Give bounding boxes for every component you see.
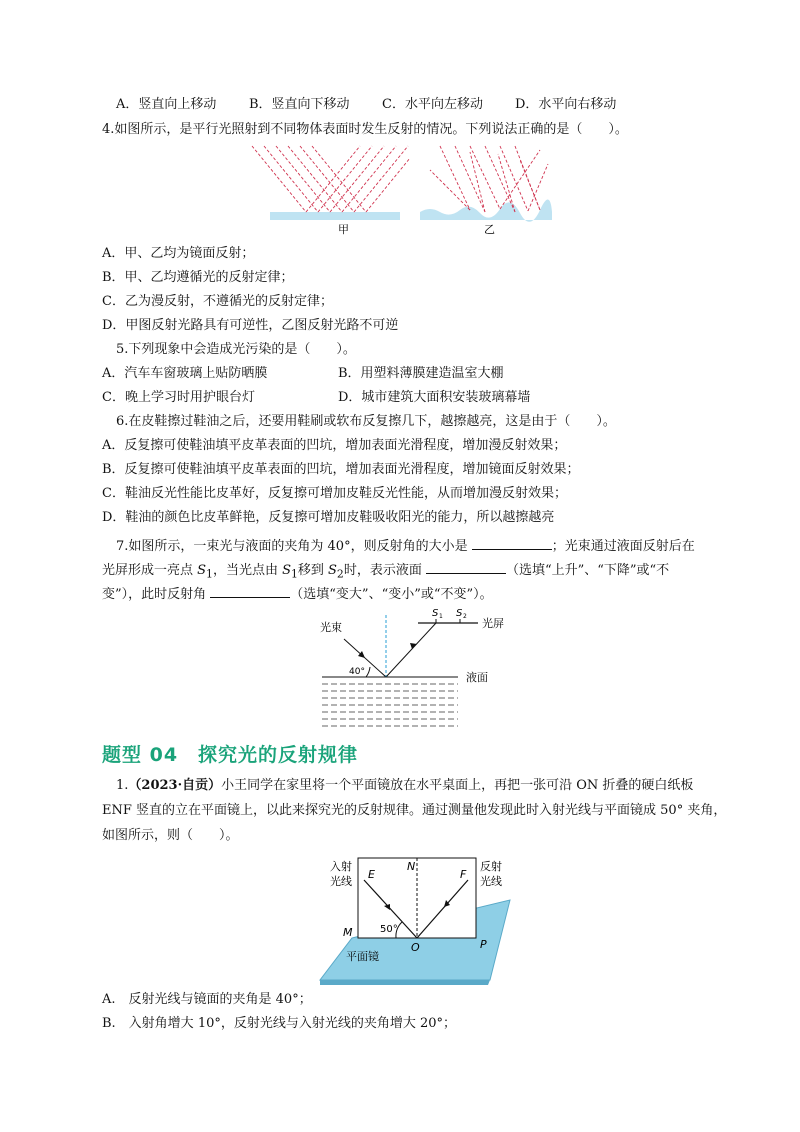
arrow-icon: [410, 643, 417, 649]
q5-option-b: B．用塑料薄膜建造温室大棚: [338, 366, 504, 381]
label-incident-2: 光线: [330, 875, 352, 888]
q3-option-d: D．水平向右移动: [515, 97, 617, 112]
q6-option-a: A．反复擦可使鞋油填平皮革表面的凹坑，增加表面光滑程度，增加漫反射效果；: [102, 438, 567, 453]
p1-option-a: A. 反射光线与镜面的夹角是 40°；: [102, 992, 312, 1007]
q4-stem: 4.如图所示，是平行光照射到不同物体表面时发生反射的情况。下列说法正确的是（ ）。: [102, 122, 628, 137]
q4-option-c: C．乙为漫反射，不遵循光的反射定律；: [102, 294, 333, 309]
label-s2: S: [456, 608, 463, 619]
q5-option-c: C．晚上学习时用护眼台灯: [102, 390, 255, 405]
q7-text: （选填“上升”、“下降”或“不: [505, 563, 670, 578]
section-title: 题型 04 探究光的反射规律: [102, 744, 359, 766]
q7-text: （选填“变大”、“变小”或“不变”）。: [290, 587, 493, 602]
q7-text: ，当光点由: [212, 563, 283, 578]
p1-text: 小王同学在家里将一个平面镜放在水平桌面上，再把一张可沿 ON 折叠的硬白纸板: [221, 778, 694, 793]
q7-text: ；光束通过液面反射后在: [551, 539, 695, 554]
label-m: M: [343, 926, 353, 939]
label-reflected-1: 反射: [480, 860, 502, 873]
liquid-reflection-figure: [0, 605, 800, 735]
q3-option-c: C．水平向左移动: [382, 97, 483, 112]
subscript: 2: [336, 567, 344, 581]
answer-blank-2[interactable]: [426, 560, 506, 574]
q5-stem: 5.下列现象中会造成光污染的是（ ）。: [116, 342, 356, 357]
label-reflected-2: 光线: [480, 875, 502, 888]
smooth-surface: [270, 212, 400, 220]
q4-option-a: A．甲、乙均为镜面反射；: [102, 246, 255, 261]
liquid-body: [322, 684, 458, 726]
reflected-ray: [386, 623, 436, 677]
q5-option-a: A．汽车车窗玻璃上贴防晒膜: [102, 366, 268, 381]
q7-text: 7.如图所示，一束光与液面的夹角为 40°，则反射角的大小是: [116, 539, 472, 554]
q7-text: 变”），此时反射角: [102, 587, 211, 602]
q3-options: [116, 95, 616, 115]
label-p: P: [480, 938, 487, 951]
q3-option-a: A．竖直向上移动: [116, 97, 217, 112]
p1-line-2: ENF 竖直的立在平面镜上，以此来探究光的反射规律。通过测量他发现此时入射光线与平面镜成 50° 夹角，: [102, 803, 727, 818]
label-s2-sub: 2: [463, 613, 467, 620]
q7-line-2: [102, 560, 669, 585]
q7-text: 光屏形成一亮点: [102, 563, 198, 578]
problem-source: （2023·自贡）: [128, 778, 222, 793]
q6-stem: 6.在皮鞋擦过鞋油之后，还要用鞋刷或软布反复擦几下，越擦越亮，这是由于（ ）。: [116, 414, 616, 429]
symbol-s1: S: [197, 563, 207, 578]
label-s1: S: [432, 608, 439, 619]
fig-label-right: 乙: [484, 223, 495, 236]
label-o: O: [411, 941, 420, 954]
label-s1-sub: 1: [439, 613, 443, 620]
answer-blank-3[interactable]: [210, 584, 290, 598]
label-e: E: [368, 868, 375, 881]
mirror-edge: [320, 980, 490, 985]
problem-number: 1.: [116, 778, 129, 793]
label-n: N: [407, 860, 416, 873]
answer-blank-1[interactable]: [472, 536, 552, 550]
q6-option-b: B．反复擦可使鞋油填平皮革表面的凹坑，增加表面光滑程度，增加镜面反射效果；: [102, 462, 580, 477]
label-incident-1: 入射: [330, 860, 352, 873]
p1-line-3: 如图所示，则（ ）。: [102, 828, 239, 843]
subscript: 1: [206, 567, 213, 581]
q7-text: 时，表示液面: [343, 563, 426, 578]
q4-option-d: D．甲图反射光路具有可逆性，乙图反射光路不可逆: [102, 318, 399, 333]
q3-option-b: B．竖直向下移动: [249, 97, 350, 112]
q6-option-d: D．鞋油的颜色比皮革鲜艳，反复擦可增加皮鞋吸收阳光的能力，所以越擦越亮: [102, 510, 555, 525]
label-mirror: 平面镜: [346, 950, 379, 963]
label-angle: 50°: [380, 924, 398, 935]
p1-line-1: [116, 776, 693, 796]
p1-option-b: B. 入射角增大 10°，反射光线与入射光线的夹角增大 20°；: [102, 1016, 457, 1031]
q7-line-1: [116, 536, 695, 557]
label-beam: 光束: [320, 621, 342, 634]
label-liquid: 液面: [466, 671, 488, 684]
q5-option-d: D．城市建筑大面积安装玻璃幕墙: [338, 390, 531, 405]
symbol-s2: S: [328, 563, 337, 578]
diffuse-rays: [430, 146, 548, 212]
label-f: F: [460, 868, 467, 881]
q7-text: 移到: [297, 563, 329, 578]
reflection-figure-specular-diffuse: [0, 140, 800, 240]
q6-option-c: C．鞋油反光性能比皮革好，反复擦可增加皮鞋反光性能，从而增加漫反射效果；: [102, 486, 567, 501]
rough-surface: [420, 199, 552, 221]
label-angle: 40°: [349, 667, 365, 677]
mirror-reflection-figure: [0, 850, 800, 985]
subscript: 1: [290, 567, 298, 581]
specular-rays: [252, 146, 410, 212]
q4-option-b: B．甲、乙均遵循光的反射定律；: [102, 270, 294, 285]
fig-label-left: 甲: [338, 223, 349, 236]
angle-arc: [366, 667, 370, 677]
q7-line-3: [102, 584, 493, 605]
symbol-s1: S: [282, 563, 291, 578]
label-screen: 光屏: [482, 617, 504, 630]
